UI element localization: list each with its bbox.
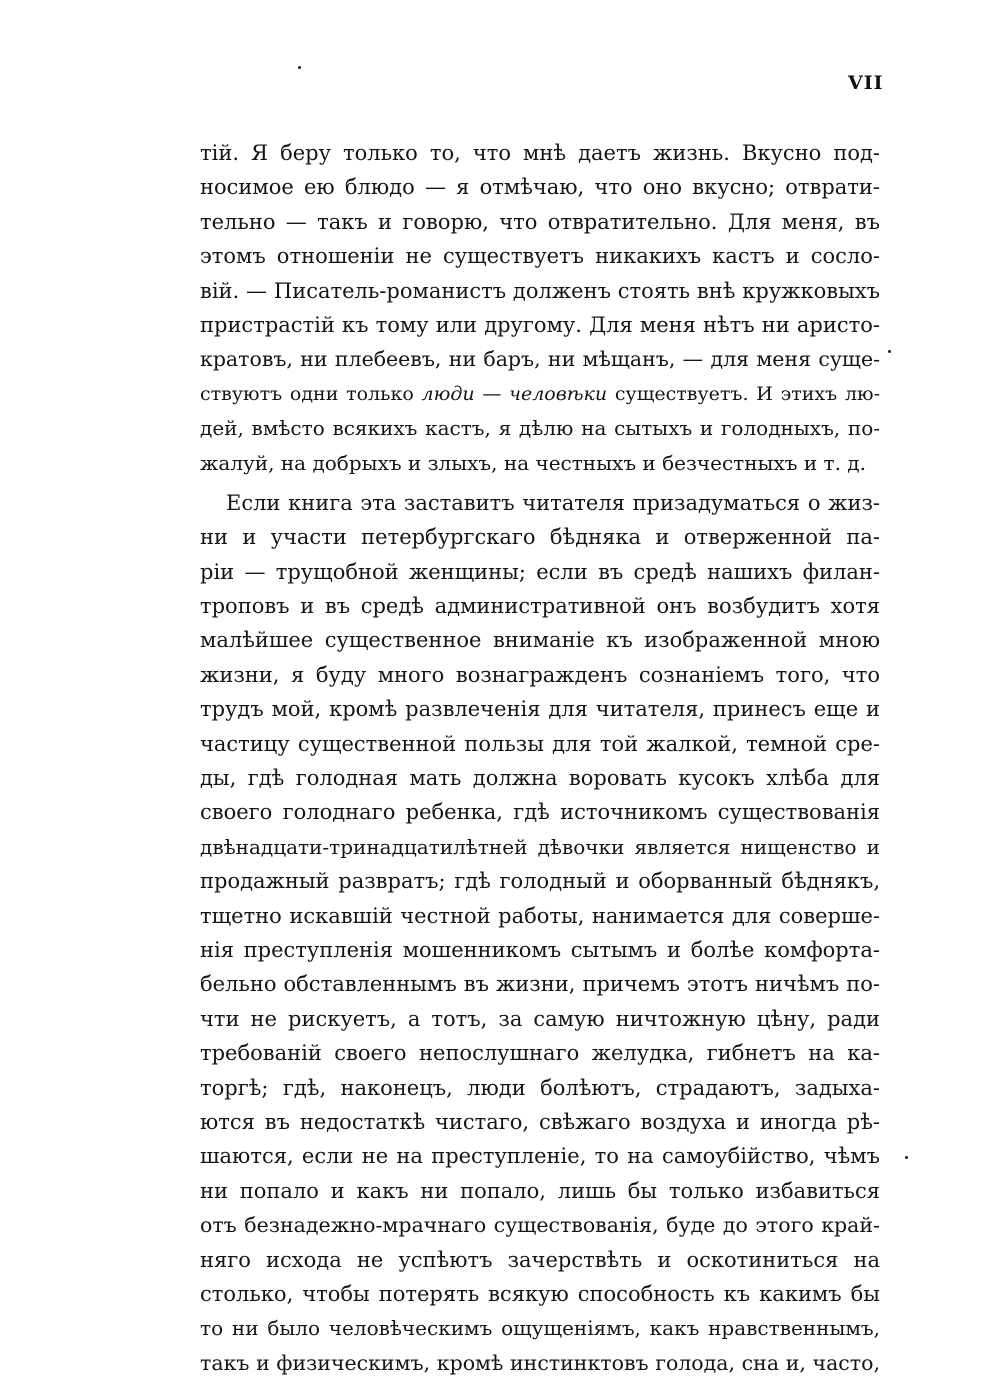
line-segment: ствуютъ одни только [200,382,422,405]
text-line: отъ безнадежно-мрачнаго существованія, буде до этого край- [200,1213,880,1238]
text-line: такъ и физическимъ, кромѣ инстинктовъ голода, сна и, часто, [200,1350,880,1375]
text-line: троповъ и въ средѣ административной онъ возбудитъ хотя [200,594,880,619]
text-line: ни и участи петербургскаго бѣдняка и отверженной па- [200,525,880,550]
text-line: требованій своего непослушнаго желудка, гибнетъ на ка- [200,1041,880,1066]
scan-speck [298,66,301,69]
text-line: нія преступленія мошенникомъ сытымъ и болѣе комфорта- [200,937,880,962]
text-line: столько, чтобы потерять всякую способность къ какимъ бы [200,1281,880,1306]
paragraph-1 [200,136,880,480]
text-line: ются въ недостаткѣ чистаго, свѣжаго воздуха и иногда рѣ- [200,1109,880,1134]
text-line: носимое ею блюдо — я отмѣчаю, что оно вкусно; отврати- [200,175,880,200]
text-line: тій. Я беру только то, что мнѣ даетъ жизнь. Вкусно под- [200,141,880,165]
text-line: жалуй, на добрыхъ и злыхъ, на честныхъ и безчестныхъ и т. д. [200,450,866,475]
text-line: пристрастій къ тому или другому. Для меня нѣтъ ни аристо- [200,312,880,337]
emphasized-phrase: люди — человѣки [421,382,608,405]
text-line: бельно обставленнымъ въ жизни, причемъ этотъ ничѣмъ по- [200,972,880,997]
text-line: жизни, я буду много вознагражденъ сознаніемъ того, что [200,662,880,687]
text-line: малѣйшее существенное вниманіе къ изображенной мною [200,628,880,653]
text-line: продажный развратъ; гдѣ голодный и оборванный бѣднякъ, [200,869,880,894]
text-line: трудъ мой, кромѣ развлеченія для читателя, принесъ еще и [200,697,880,722]
text-line-with-emphasis [200,377,880,411]
text-line: ды, гдѣ голодная мать должна воровать кусокъ хлѣба для [200,766,880,791]
text-line: ріи — трущобной женщины; если въ средѣ нашихъ филан- [200,559,880,584]
text-line: двѣнадцати-тринадцатилѣтней дѣвочки является нищенство и [200,834,880,859]
text-line: Если книга эта заставитъ читателя призадуматься о жиз- [226,490,880,515]
text-line: чти не рискуетъ, а тотъ, за самую ничтожную цѣну, ради [200,1006,880,1031]
scan-speck [888,350,891,353]
text-line: своего голоднаго ребенка, гдѣ источникомъ существованія [200,800,880,825]
scan-speck [905,1156,908,1159]
body-text [200,136,880,1380]
text-line: этомъ отношеніи не существуетъ никакихъ кастъ и сосло- [200,244,880,269]
text-line: шаются, если не на преступленіе, то на самоубійство, чѣмъ [200,1144,880,1169]
text-line: то ни было человѣческимъ ощущеніямъ, какъ нравственнымъ, [200,1316,880,1341]
text-line: ни попало и какъ ни попало, лишь бы только избавиться [200,1178,880,1203]
text-line: частицу существенной пользы для той жалкой, темной сре- [200,731,880,756]
text-line: дей, вмѣсто всякихъ кастъ, я дѣлю на сытыхъ и голодныхъ, по- [200,416,880,441]
text-line: тщетно искавшій честной работы, нанимается для соверше- [200,903,880,928]
text-line: кратовъ, ни плебеевъ, ни баръ, ни мѣщанъ, — для меня суще- [200,347,880,372]
text-line: тельно — такъ и говорю, что отвратительно. Для меня, въ [200,209,880,234]
paragraph-2 [200,486,880,1380]
line-segment: существуетъ. И этихъ лю- [607,382,880,405]
text-line: вій. — Писатель-романистъ долженъ стоять внѣ кружковыхъ [200,278,880,303]
text-line: торгѣ; гдѣ, наконецъ, люди болѣютъ, страдаютъ, задыха- [200,1075,880,1100]
page-number: VII [848,72,884,94]
text-line: няго исхода не успѣютъ зачерствѣть и оскотиниться на [200,1247,880,1272]
